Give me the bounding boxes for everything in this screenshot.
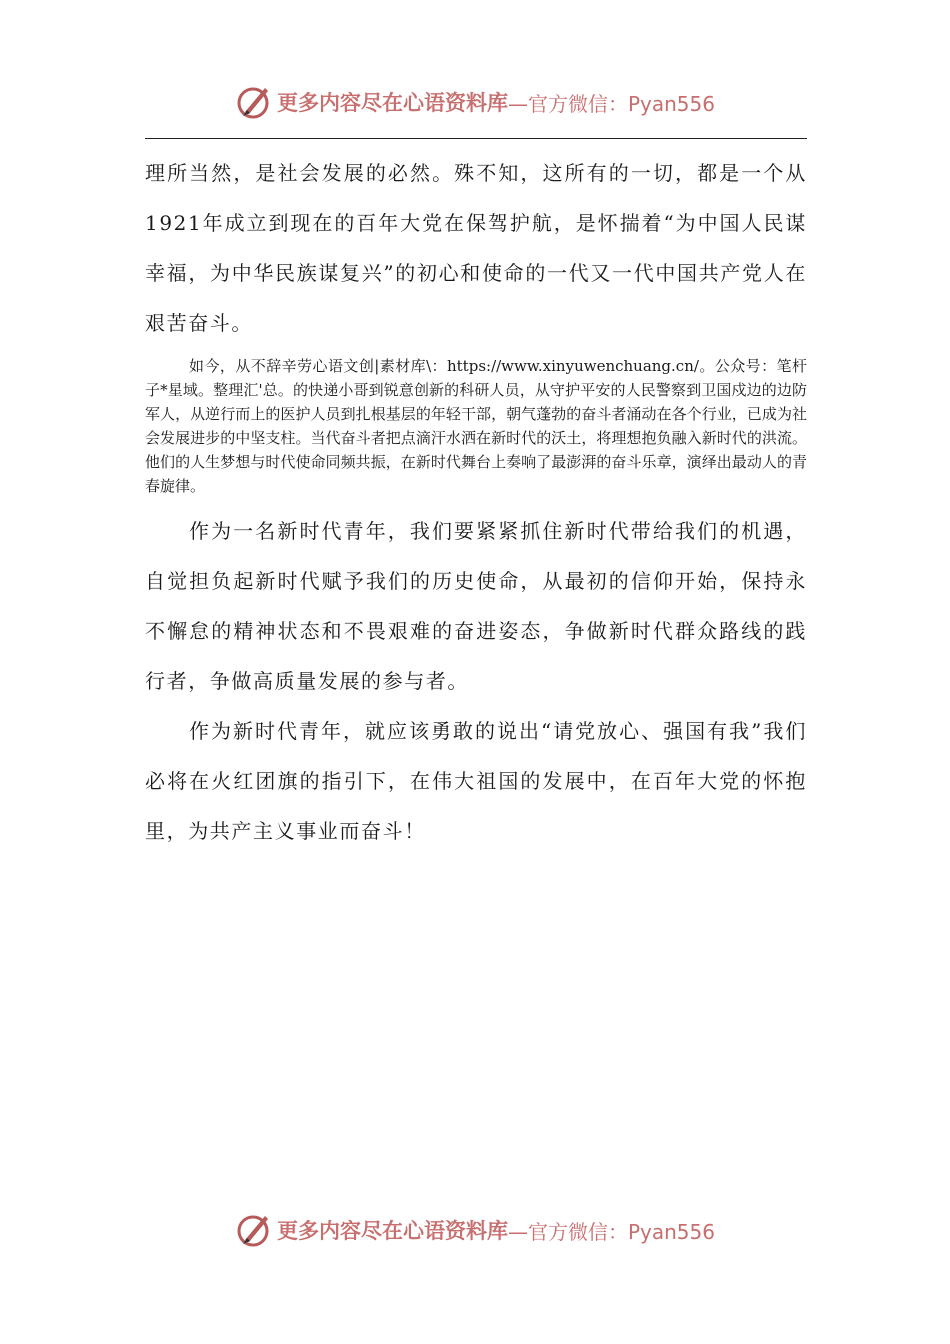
header-divider	[145, 138, 807, 139]
paragraph-3: 作为一名新时代青年，我们要紧紧抓住新时代带给我们的机遇，自觉担负起新时代赋予我们的历史使命，从最初的信仰开始，保持永不懈怠的精神状态和不畏艰难的奋进姿态，争做新时代群众路线的践行者，争做高质量发展的参与者。	[145, 519, 807, 693]
paragraph-2: 如今，从不辞辛劳心语文创|素材库\：https://www.xinyuwenchuang.cn/。公众号：笔杆子*星域。整理汇'总。的快递小哥到锐意创新的科研人员，从守护平安的人民警察到卫国戍边的边防军人，从逆行而上的医护人员到扎根基层的年轻干部，朝气蓬勃的奋斗者涌动在各个行业，已成为社会发展进步的中坚支柱。当代奋斗者把点滴汗水洒在新时代的沃土，将理想抱负融入新时代的洪流。他们的人生梦想与时代使命同频共振，在新时代舞台上奏响了最澎湃的奋斗乐章，演绎出最动人的青春旋律。	[145, 357, 807, 495]
header-banner	[0, 80, 950, 124]
header-wechat: —官方微信：Pyan556	[507, 91, 715, 116]
quill-logo-icon	[235, 1210, 275, 1250]
quill-logo-icon	[235, 82, 275, 122]
header-brand: 更多内容尽在心语资料库	[276, 90, 508, 115]
paragraph-1: 理所当然，是社会发展的必然。殊不知，这所有的一切，都是一个从1921年成立到现在的百年大党在保驾护航，是怀揣着“为中国人民谋幸福，为中华民族谋复兴”的初心和使命的一代又一代中国共产党人在艰苦奋斗。	[145, 161, 807, 335]
document-body	[145, 148, 807, 856]
footer-banner	[0, 1208, 950, 1252]
footer-brand: 更多内容尽在心语资料库	[276, 1218, 508, 1243]
paragraph-4: 作为新时代青年，就应该勇敢的说出“请党放心、强国有我”我们必将在火红团旗的指引下，在伟大祖国的发展中，在百年大党的怀抱里，为共产主义事业而奋斗！	[145, 719, 807, 843]
footer-wechat: —官方微信：Pyan556	[507, 1219, 715, 1244]
